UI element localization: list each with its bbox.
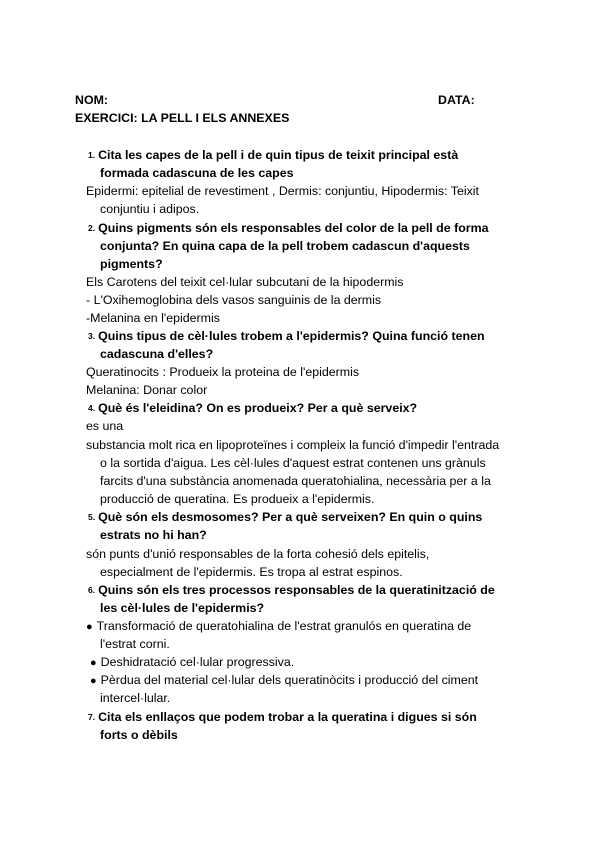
bullet-icon: ● — [86, 621, 93, 633]
question-number: 4. — [88, 403, 96, 413]
question-number: 6. — [88, 585, 96, 595]
question-2-line-3: pigments? — [100, 257, 163, 271]
question-text: Quins pigments són els responsables del color de la pell de forma — [98, 221, 489, 235]
bullet-text: Transformació de queratohialina de l'estrat granulós en queratina de — [96, 619, 472, 633]
question-5 — [88, 508, 482, 527]
question-text: Quins són els tres processos responsables de la queratinització de — [98, 583, 495, 597]
answer-3-line-2: Melanina: Donar color — [86, 383, 208, 397]
bullet-item-2 — [90, 653, 294, 672]
question-number: 5. — [88, 512, 96, 522]
answer-4-line-2: substancia molt rica en lipoproteïnes i compleix la funció d'impedir l'entrada — [86, 438, 500, 452]
answer-1-line-1: Epidermi: epitelial de revestiment , Dermis: conjuntiu, Hipodermis: Teixit — [86, 184, 479, 198]
question-2 — [88, 219, 489, 238]
question-1 — [88, 146, 458, 165]
question-text: Quins tipus de cèl·lules trobem a l'epidermis? Quina funció tenen — [98, 329, 485, 343]
question-3-line-2: cadascuna d'elles? — [100, 347, 214, 361]
question-number: 2. — [88, 223, 96, 233]
question-6-line-2: les cèl·lules de l'epidermis? — [100, 601, 265, 615]
question-6 — [88, 581, 495, 600]
answer-4-line-3: o la sortida d'aigua. Les cèl·lules d'aquest estrat contenen uns grànuls — [100, 456, 486, 470]
answer-2-line-2: - L'Oxihemoglobina dels vasos sanguinis de la dermis — [86, 293, 382, 307]
bullet-text: Pèrdua del material cel·lular dels queratinòcits i producció del ciment — [100, 673, 479, 687]
question-1-line-2: formada cadascuna de les capes — [100, 166, 294, 180]
question-text: Què són els desmosomes? Per a què serveixen? En quin o quins — [98, 510, 483, 524]
answer-4-line-4: farcits d'una substància anomenada queratohialina, necessària per a la — [100, 474, 491, 488]
answer-4-line-5: producció de queratina. Es produeix a l'epidermis. — [100, 492, 375, 506]
data-label: DATA: — [438, 93, 475, 107]
answer-4-line-1: es una — [86, 419, 124, 433]
question-text: Cita els enllaços que podem trobar a la queratina i digues si són — [98, 710, 477, 724]
page-title: EXERCICI: LA PELL I ELS ANNEXES — [75, 111, 290, 125]
answer-1-line-2: conjuntiu i adipos. — [100, 202, 200, 216]
bullet-item-1-line-2: l'estrat corni. — [100, 637, 170, 651]
question-3 — [88, 327, 485, 346]
answer-2-line-3: -Melanina en l'epidermis — [86, 311, 220, 325]
question-4 — [88, 399, 417, 418]
answer-5-line-1: són punts d'unió responsables de la forta cohesió dels epitelis, — [86, 547, 430, 561]
question-number: 7. — [88, 712, 96, 722]
bullet-text: Deshidratació cel·lular progressiva. — [100, 655, 295, 669]
question-2-line-2: conjunta? En quina capa de la pell trobem cadascun d'aquests — [100, 239, 470, 253]
bullet-item-1 — [86, 617, 471, 636]
question-7 — [88, 708, 477, 727]
answer-2-line-1: Els Carotens del teixit cel·lular subcutani de la hipodermis — [86, 275, 404, 289]
answer-3-line-1: Queratinocits : Produeix la proteina de l'epidermis — [86, 365, 360, 379]
question-text: Cita les capes de la pell i de quin tipus de teixit principal està — [98, 148, 459, 162]
nom-label: NOM: — [75, 93, 109, 107]
question-5-line-2: estrats no hi han? — [100, 528, 207, 542]
question-number: 3. — [88, 331, 96, 341]
question-number: 1. — [88, 150, 96, 160]
question-text: Què és l'eleidina? On es produeix? Per a què serveix? — [98, 401, 418, 415]
bullet-icon: ● — [90, 657, 97, 669]
answer-5-line-2: especialment de l'epidermis. Es tropa al estrat espinos. — [100, 565, 403, 579]
bullet-item-3 — [90, 671, 478, 690]
bullet-icon: ● — [90, 675, 97, 687]
bullet-item-3-line-2: intercel·lular. — [100, 691, 171, 705]
question-7-line-2: forts o dèbils — [100, 728, 178, 742]
